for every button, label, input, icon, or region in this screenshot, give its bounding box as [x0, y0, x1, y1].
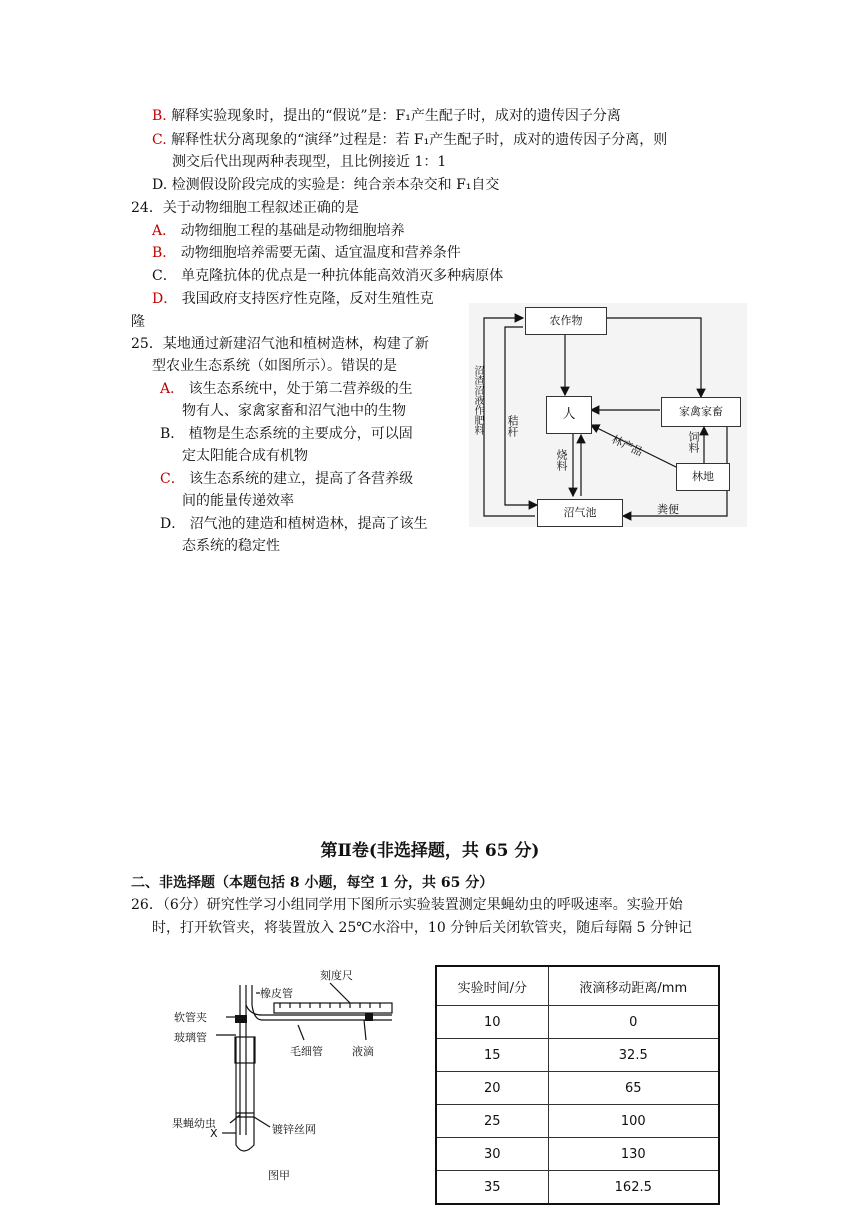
q26-line1: 26．（6分）研究性学习小组同学用下图所示实验装置测定果蝇幼虫的呼吸速率。实验开始: [131, 897, 683, 913]
ecosystem-diagram: [469, 303, 747, 527]
livestock-box: 家禽家畜: [661, 397, 741, 427]
table-header-distance: 液滴移动距离/mm: [548, 966, 719, 1006]
table-cell: 32.5: [548, 1039, 719, 1072]
q24-stem: 24．关于动物细胞工程叙述正确的是: [131, 200, 359, 216]
manure-label: 粪便: [657, 503, 679, 516]
table-row: [436, 1171, 719, 1205]
q25-option-b: B． 植物是生态系统的主要成分，可以固: [160, 426, 413, 442]
q25-option-a: A． 该生态系统中，处于第二营养级的生: [160, 381, 413, 397]
table-cell: 65: [548, 1072, 719, 1105]
section2-heading: 二、非选择题（本题包括 8 小题，每空 1 分，共 65 分）: [131, 875, 494, 891]
q25-option-a-cont: 物有人、家禽家畜和沼气池中的生物: [182, 403, 406, 419]
larvae-label: 果蝇幼虫: [172, 1117, 216, 1130]
q25-option-b-cont: 定太阳能合成有机物: [182, 448, 308, 464]
fuel-label: 烧料: [555, 449, 568, 471]
figure-caption: 图甲: [268, 1169, 290, 1182]
q24-option-d-cont: 隆: [131, 314, 145, 330]
q25-option-d: D． 沼气池的建造和植树造林，提高了该生: [160, 516, 428, 532]
q25-option-c-cont: 间的能量传递效率: [182, 493, 294, 509]
table-header-row: [436, 966, 719, 1006]
rubber-tube-label: 橡皮管: [260, 987, 293, 1000]
crop-box: 农作物: [525, 307, 607, 335]
part2-title: 第Ⅱ卷(非选择题，共 65 分): [320, 841, 540, 861]
fertilizer-label: 沼渣沼液作肥料: [472, 365, 483, 435]
q26-line2: 时，打开软管夹，将装置放入 25℃水浴中，10 分钟后关闭软管夹，随后每隔 5 分钟记: [152, 920, 692, 936]
straw-label: 秸秆: [506, 415, 519, 437]
q24-option-d: D． 我国政府支持医疗性克隆，反对生殖性克: [152, 291, 434, 307]
forest-products-label: 林产品: [609, 432, 645, 459]
q25-stem: 25．某地通过新建沼气池和植树造林，构建了新: [131, 336, 429, 352]
capillary-label: 毛细管: [290, 1045, 323, 1058]
table-cell: 0: [548, 1006, 719, 1039]
table-cell: 162.5: [548, 1171, 719, 1205]
table-cell: 10: [436, 1006, 548, 1039]
q25-option-c: C． 该生态系统的建立，提高了各营养级: [160, 471, 414, 487]
mesh-label: 镀锌丝网: [272, 1123, 316, 1136]
q23-option-c: C. 解释性状分离现象的“演绎”过程是：若 F₁产生配子时，成对的遗传因子分离，则: [152, 132, 668, 148]
q24-option-b: B． 动物细胞培养需要无菌、适宜温度和营养条件: [152, 245, 461, 261]
table-cell: 35: [436, 1171, 548, 1205]
feed-label: 饲料: [687, 431, 700, 453]
table-cell: 130: [548, 1138, 719, 1171]
clamp-label: 软管夹: [174, 1011, 207, 1024]
table-row: [436, 1039, 719, 1072]
x-label: X: [210, 1127, 218, 1140]
q25-option-d-cont: 态系统的稳定性: [182, 538, 280, 554]
glass-tube-label: 玻璃管: [174, 1031, 207, 1044]
table-row: [436, 1105, 719, 1138]
table-cell: 25: [436, 1105, 548, 1138]
person-box: 人: [546, 396, 592, 434]
table-cell: 100: [548, 1105, 719, 1138]
q23-option-b: B. 解释实验现象时，提出的“假说”是：F₁产生配子时，成对的遗传因子分离: [152, 108, 621, 124]
table-header-time: 实验时间/分: [436, 966, 548, 1006]
droplet-label: 液滴: [352, 1045, 374, 1058]
q25-stem-cont: 型农业生态系统（如图所示）。错误的是: [152, 358, 397, 374]
q23-option-d: D. 检测假设阶段完成的实验是：纯合亲本杂交和 F₁自交: [152, 177, 500, 193]
q23-option-c-cont: 测交后代出现两种表现型，且比例接近 1：1: [172, 154, 447, 170]
q24-option-a: A． 动物细胞工程的基础是动物细胞培养: [152, 223, 405, 239]
forest-box: 林地: [676, 463, 730, 491]
table-row: [436, 1072, 719, 1105]
table-cell: 15: [436, 1039, 548, 1072]
table-cell: 30: [436, 1138, 548, 1171]
q24-option-c: C． 单克隆抗体的优点是一种抗体能高效消灭多种病原体: [152, 268, 504, 284]
apparatus-figure: [170, 965, 400, 1185]
table-row: [436, 1006, 719, 1039]
experiment-table: [435, 965, 720, 1205]
biogas-box: 沼气池: [537, 499, 623, 527]
table-row: [436, 1138, 719, 1171]
ruler-label: 刻度尺: [320, 969, 353, 982]
table-cell: 20: [436, 1072, 548, 1105]
